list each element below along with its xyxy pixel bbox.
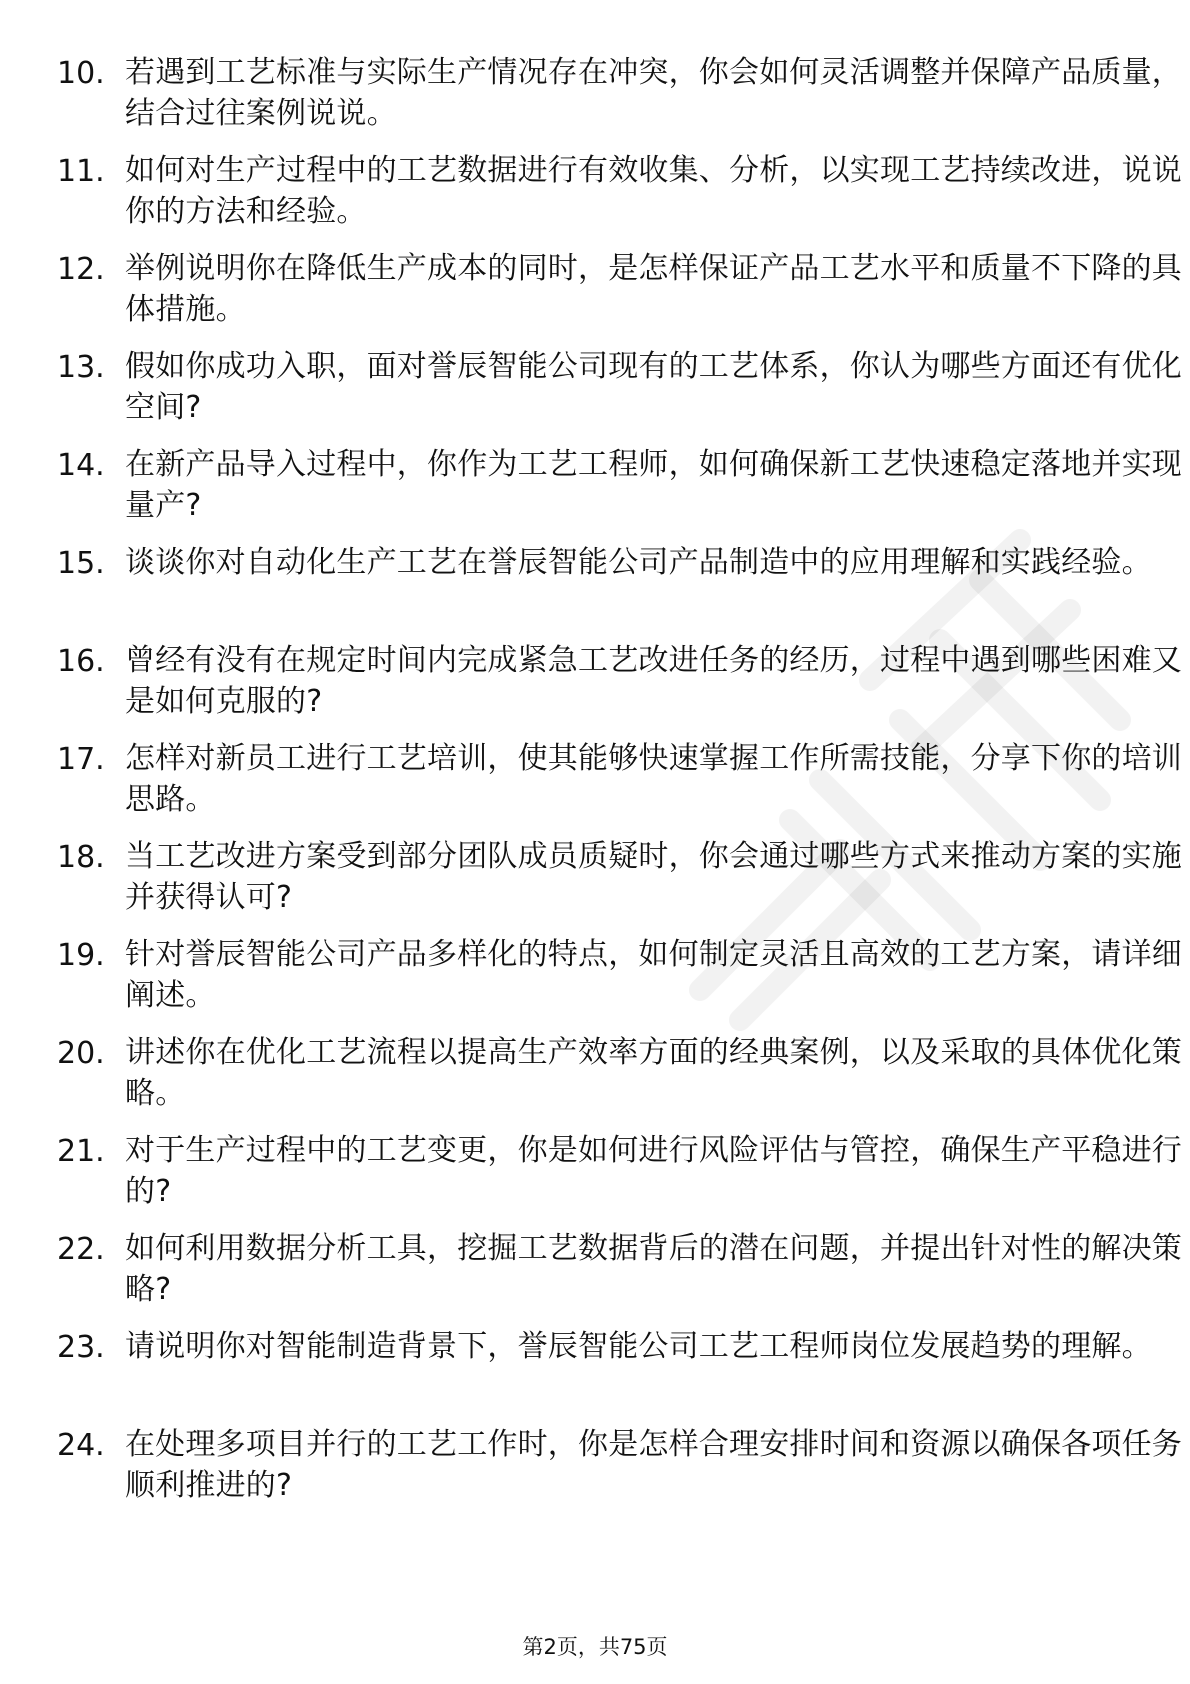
question-text: 讲述你在优化工艺流程以提高生产效率方面的经典案例，以及采取的具体优化策略。: [125, 1035, 1182, 1111]
list-item: [57, 640, 1182, 738]
question-number: 22.: [57, 1232, 105, 1267]
question-number: 12.: [57, 252, 105, 287]
question-text: 在处理多项目并行的工艺工作时，你是怎样合理安排时间和资源以确保各项任务顺利推进的?: [125, 1427, 1182, 1503]
question-number: 14.: [57, 448, 105, 483]
question-text: 在新产品导入过程中，你作为工艺工程师，如何确保新工艺快速稳定落地并实现量产?: [125, 447, 1182, 523]
question-text: 针对誉辰智能公司产品多样化的特点，如何制定灵活且高效的工艺方案，请详细阐述。: [125, 937, 1182, 1013]
question-number: 16.: [57, 644, 105, 679]
page-number-label: 第2页，共75页: [522, 1635, 668, 1659]
list-item: [57, 1424, 1182, 1522]
list-item: [57, 346, 1182, 444]
list-item: [57, 1326, 1152, 1424]
question-text: 若遇到工艺标准与实际生产情况存在冲突，你会如何灵活调整并保障产品质量，结合过往案例说说。: [125, 55, 1182, 131]
question-number: 21.: [57, 1134, 105, 1169]
question-text: 如何对生产过程中的工艺数据进行有效收集、分析，以实现工艺持续改进，说说你的方法和经验。: [125, 153, 1182, 229]
list-item: [57, 1228, 1182, 1326]
question-text: 曾经有没有在规定时间内完成紧急工艺改进任务的经历，过程中遇到哪些困难又是如何克服的?: [125, 643, 1182, 719]
question-list: [57, 52, 1182, 1522]
question-text: 当工艺改进方案受到部分团队成员质疑时，你会通过哪些方式来推动方案的实施并获得认可?: [125, 839, 1182, 915]
list-item: [57, 542, 1152, 640]
question-text: 谈谈你对自动化生产工艺在誉辰智能公司产品制造中的应用理解和实践经验。: [125, 545, 1152, 580]
list-item: [57, 150, 1182, 248]
question-text: 举例说明你在降低生产成本的同时，是怎样保证产品工艺水平和质量不下降的具体措施。: [125, 251, 1182, 327]
list-item: [57, 1130, 1182, 1228]
question-text: 怎样对新员工进行工艺培训，使其能够快速掌握工作所需技能，分享下你的培训思路。: [125, 741, 1182, 817]
question-number: 18.: [57, 840, 105, 875]
question-number: 19.: [57, 938, 105, 973]
list-item: [57, 836, 1182, 934]
question-text: 假如你成功入职，面对誉辰智能公司现有的工艺体系，你认为哪些方面还有优化空间?: [125, 349, 1182, 425]
list-item: [57, 248, 1182, 346]
question-number: 10.: [57, 56, 105, 91]
list-item: [57, 1032, 1182, 1130]
question-number: 15.: [57, 546, 105, 581]
list-item: [57, 934, 1182, 1032]
page-footer: [0, 1632, 1190, 1662]
list-item: [57, 444, 1182, 542]
question-text: 请说明你对智能制造背景下，誉辰智能公司工艺工程师岗位发展趋势的理解。: [125, 1329, 1152, 1364]
question-number: 13.: [57, 350, 105, 385]
list-item: [57, 738, 1182, 836]
question-number: 17.: [57, 742, 105, 777]
question-text: 如何利用数据分析工具，挖掘工艺数据背后的潜在问题，并提出针对性的解决策略?: [125, 1231, 1182, 1307]
question-number: 11.: [57, 154, 105, 189]
question-number: 23.: [57, 1330, 105, 1365]
list-item: [57, 52, 1182, 150]
question-text: 对于生产过程中的工艺变更，你是如何进行风险评估与管控，确保生产平稳进行的?: [125, 1133, 1182, 1209]
question-number: 20.: [57, 1036, 105, 1071]
question-number: 24.: [57, 1428, 105, 1463]
